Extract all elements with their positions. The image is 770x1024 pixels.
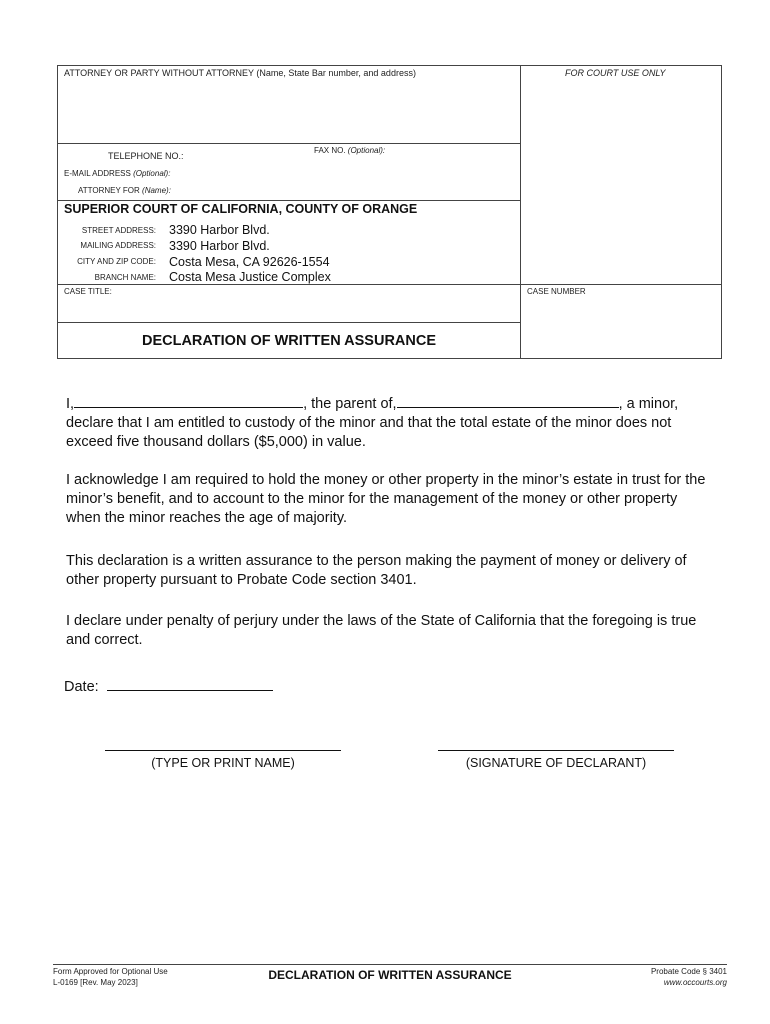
street-value: 3390 Harbor Blvd. <box>169 223 270 237</box>
date-blank[interactable] <box>107 676 273 691</box>
fax-label <box>314 146 385 155</box>
branch-value: Costa Mesa Justice Complex <box>169 270 331 284</box>
form-title: DECLARATION OF WRITTEN ASSURANCE <box>141 333 436 349</box>
p1-rest: declare that I am entitled to custody of the minor and that the total estate of the minor does not exceed five thousand dollars ($5,000) in value. <box>66 415 672 450</box>
footer-approved: Form Approved for Optional Use <box>53 967 168 976</box>
p1-parent: , the parent of, <box>303 396 397 412</box>
court-name: SUPERIOR COURT OF CALIFORNIA, COUNTY OF ORANGE <box>64 202 418 216</box>
fax-optional: (Optional): <box>347 146 386 155</box>
paragraph-acknowledge: I acknowledge I am required to hold the money or other property in the minor’s estate in trust for the minor’s benefit, and to account to the minor for the management of the money or other property when the minor reaches the age of majority. <box>66 472 706 526</box>
date-label: Date: <box>64 679 99 695</box>
city-label: CITY AND ZIP CODE: <box>77 257 156 266</box>
paragraph-custody <box>66 393 706 452</box>
fax-label-text: FAX NO. <box>314 146 346 155</box>
email-optional: (Optional): <box>133 169 171 178</box>
p1-minor: , a minor, <box>618 396 679 412</box>
street-label: STREET ADDRESS: <box>81 226 156 235</box>
email-label <box>64 169 170 178</box>
minor-name-blank[interactable] <box>397 393 619 408</box>
attorney-for-label <box>78 186 171 195</box>
footer-form-number: L-0169 [Rev. May 2023] <box>53 978 138 987</box>
attorney-for-text: ATTORNEY FOR <box>78 186 140 195</box>
paragraph-perjury: I declare under penalty of perjury under the laws of the State of California that the foregoing is true and correct. <box>66 613 697 648</box>
mailing-value: 3390 Harbor Blvd. <box>169 239 270 253</box>
footer-website: www.occourts.org <box>663 978 727 987</box>
city-value: Costa Mesa, CA 92626-1554 <box>169 255 330 269</box>
signature-label: (SIGNATURE OF DECLARANT) <box>465 756 647 770</box>
case-number-label: CASE NUMBER <box>527 287 586 296</box>
footer-rule <box>53 964 727 965</box>
email-label-text: E-MAIL ADDRESS <box>64 169 131 178</box>
footer-title: DECLARATION OF WRITTEN ASSURANCE <box>268 968 512 982</box>
attorney-label: ATTORNEY OR PARTY WITHOUT ATTORNEY (Name, State Bar number, and address) <box>64 68 416 78</box>
paragraph-assurance: This declaration is a written assurance to the person making the payment of money or delivery of other property pursuant to Probate Code section 3401. <box>66 553 687 588</box>
print-name-line[interactable] <box>105 750 341 751</box>
print-name-label: (TYPE OR PRINT NAME) <box>151 756 295 770</box>
court-use-label: FOR COURT USE ONLY <box>565 68 666 78</box>
mailing-label: MAILING ADDRESS: <box>80 241 156 250</box>
date-row <box>64 676 273 695</box>
signature-line[interactable] <box>438 750 674 751</box>
declarant-name-blank[interactable] <box>74 393 303 408</box>
footer-code: Probate Code § 3401 <box>650 967 727 976</box>
case-title-label: CASE TITLE: <box>64 287 112 296</box>
branch-label: BRANCH NAME: <box>94 273 156 282</box>
telephone-label: TELEPHONE NO.: <box>108 151 184 161</box>
attorney-for-name: (Name): <box>142 186 171 195</box>
p1-intro: I, <box>66 396 75 412</box>
